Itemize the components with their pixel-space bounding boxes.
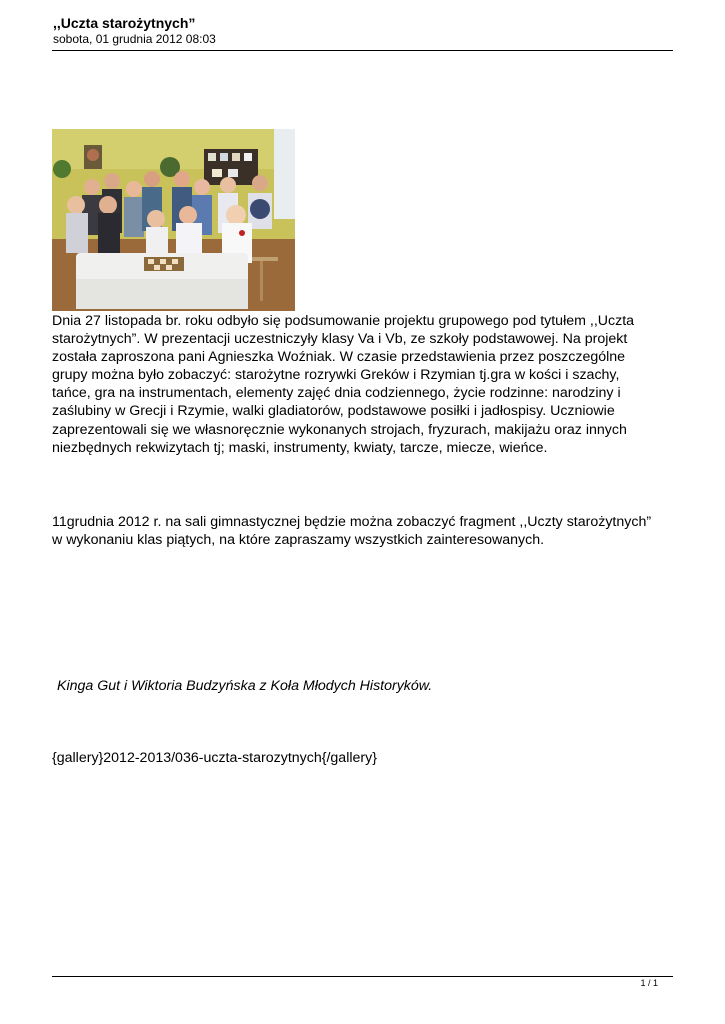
gallery-tag: {gallery}2012-2013/036-uczta-starozytnych{/gallery} — [52, 750, 377, 766]
signature: Kinga Gut i Wiktoria Budzyńska z Koła Młodych Historyków. — [57, 678, 433, 694]
text-line: tańce, gra na instrumentach, elementy zajęć dnia codziennego, życie rodzinne: narodziny i — [52, 385, 621, 402]
text-line: zaślubiny w Grecji i Rzymie, walki gladiatorów, podstawowe posiłki i jadłospisy. Uczniowie — [52, 403, 615, 420]
footer-divider — [52, 976, 673, 977]
header-divider — [52, 50, 673, 51]
paragraph-announcement — [52, 513, 677, 549]
article-header — [53, 15, 673, 47]
text-line: zaprezentowali się we własnoręcznie wykonanych strojach, fryzurach, makijażu oraz innych — [52, 421, 627, 438]
text-line: grupy można było zobaczyć: starożytne rozrywki Greków i Rzymian tj.gra w kości i szachy, — [52, 367, 620, 384]
text-line: Dnia 27 listopada br. roku odbyło się podsumowanie projektu grupowego pod tytułem ,,Uczta — [52, 313, 635, 329]
article-title: ,,Uczta starożytnych” — [53, 15, 196, 31]
text-line: w wykonaniu klas piątych, na które zapraszamy wszystkich zainteresowanych. — [52, 532, 545, 549]
paragraph-summary — [52, 312, 677, 457]
text-line: została zaproszona pani Agnieszka Woźniak. W czasie przedstawienia przez poszczególne — [52, 349, 626, 366]
text-line: 11grudnia 2012 r. na sali gimnastycznej będzie można zobaczyć fragment ,,Uczty starożytnych” — [52, 514, 652, 530]
text-line: niezbędnych rekwizytach tj; maski, instrumenty, kwiaty, tarcze, miecze, wieńce. — [52, 439, 548, 456]
page-number: 1 / 1 — [640, 978, 658, 988]
text-line: starożytnych”. W prezentacji uczestniczyły klasy Va i Vb, ze szkoły podstawowej. Na projekt — [52, 331, 628, 348]
article-date: sobota, 01 grudnia 2012 08:03 — [53, 32, 216, 46]
class-photo — [52, 129, 295, 311]
